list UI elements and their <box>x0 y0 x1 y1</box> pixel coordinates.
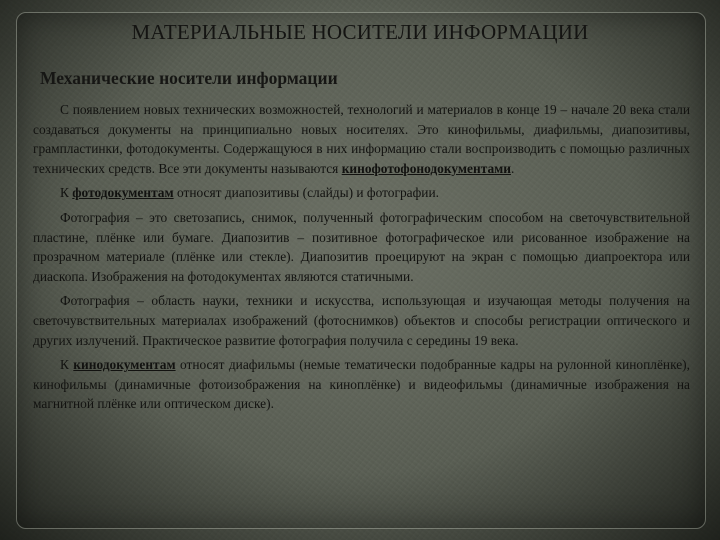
paragraph-intro <box>33 100 690 178</box>
slide-body <box>33 100 690 419</box>
paragraph-photo-definition: Фотография – это светозапись, снимок, полученный фотографическим способом на светочувствительной пластине, плёнке или бумаге. Диапозитив – позитивное фотографическое или рисованное изображение на прозрачном материале (плёнке или стекле). Диапозитив проецируют на экран с помощью диапроектора или диаскопа. Изображения на фотодокументах являются статичными. <box>33 209 690 284</box>
term-photodocuments: фотодокументам <box>72 185 174 201</box>
paragraph-intro-end: . <box>510 160 515 176</box>
paragraph-kinodocuments <box>33 355 690 414</box>
slide-title: МАТЕРИАЛЬНЫЕ НОСИТЕЛИ ИНФОРМАЦИИ <box>131 20 589 44</box>
paragraph-photodocuments-lead: К <box>60 185 73 201</box>
paragraph-kinodocuments-lead: К <box>60 357 74 373</box>
paragraph-kinodocuments-text: относят диафильмы (немые тематически подобранные кадры на рулонной киноплёнке), кинофильмы (динамичные фотоизображения на киноплёнке) и видеофильмы (динамичные изображения на магнитной плёнке или оптическом диске). <box>33 357 690 412</box>
section-heading: Механические носители информации <box>40 68 338 88</box>
term-kinofotofonodocuments: кинофотофонодокументами <box>341 160 511 176</box>
term-kinodocuments: кинодокументам <box>73 357 176 373</box>
paragraph-photodocuments-text: относят диапозитивы (слайды) и фотографии. <box>173 185 439 201</box>
paragraph-photodocuments <box>33 183 690 203</box>
paragraph-intro-text: С появлением новых технических возможностей, технологий и материалов в конце 19 – начале 20 века стали создаваться документы на принципиально новых носителях. Это кинофильмы, диафильмы, диапозитивы, грампластинки, фотодокументы. Содержащуюся в них информацию стали воспроизводить с помощью различных технических средств. Все эти документы называются <box>33 102 690 176</box>
paragraph-photography-field: Фотография – область науки, техники и искусства, использующая и изучающая методы получения на светочувствительных материалах изображений (фотоснимков) объектов и способы регистрации оптического и других излучений. Практическое развитие фотография получила с середины 19 века. <box>33 293 690 348</box>
